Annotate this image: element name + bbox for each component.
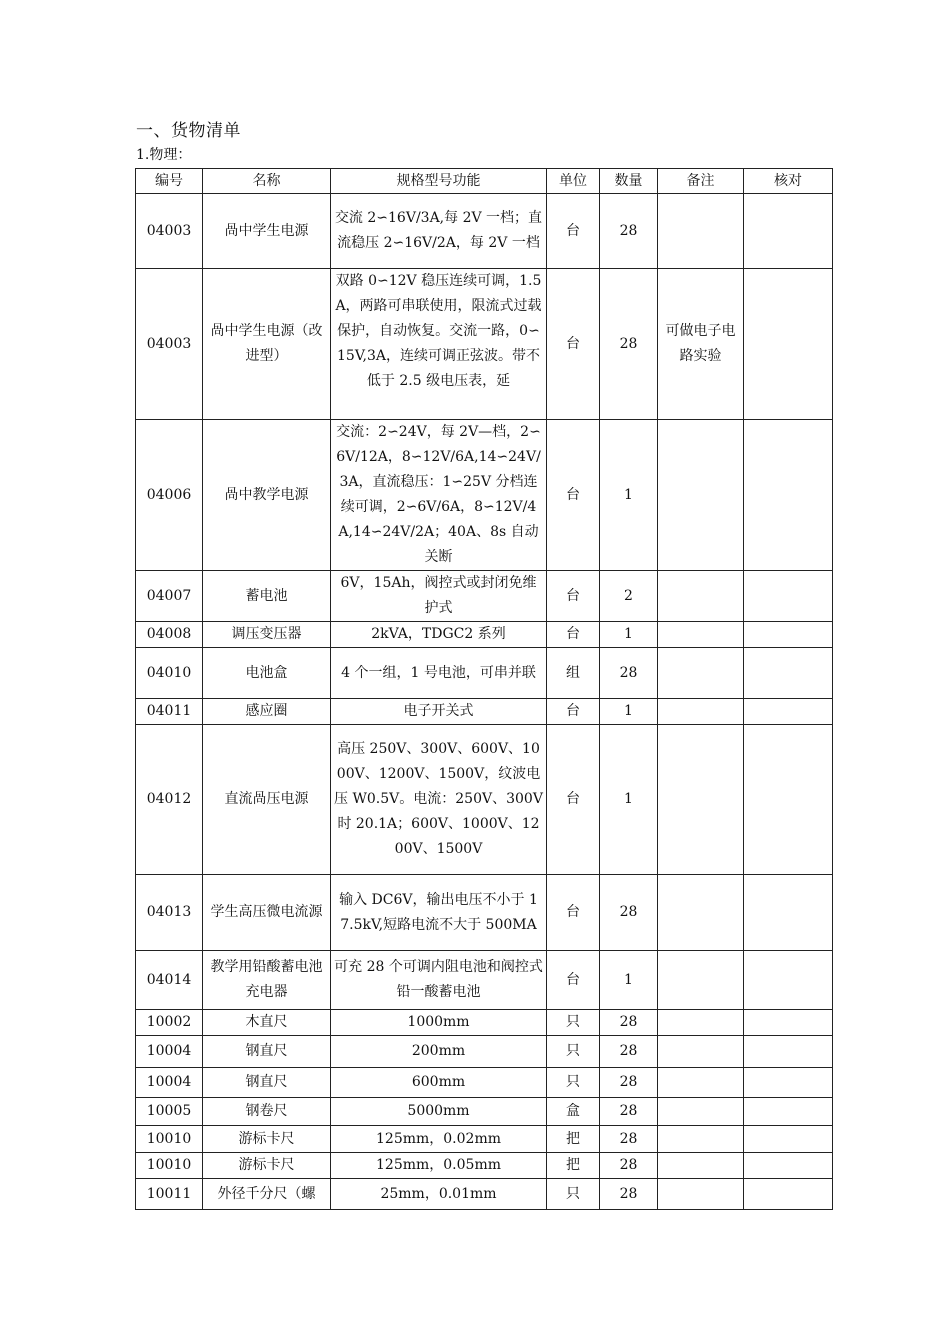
cell-check — [744, 194, 833, 269]
table-row — [136, 269, 833, 420]
cell-check — [744, 648, 833, 699]
cell-check — [744, 1068, 833, 1098]
cell-note — [658, 194, 744, 269]
cell-code: 10004 — [136, 1036, 203, 1068]
cell-note — [658, 699, 744, 725]
cell-code: 04006 — [136, 420, 203, 571]
table-row — [136, 699, 833, 725]
cell-code: 10010 — [136, 1153, 203, 1179]
cell-code: 04010 — [136, 648, 203, 699]
cell-qty: 28 — [600, 875, 658, 951]
cell-check — [744, 1098, 833, 1126]
cell-unit: 盒 — [547, 1098, 600, 1126]
cell-note — [658, 1126, 744, 1153]
cell-code: 10002 — [136, 1010, 203, 1036]
cell-check — [744, 269, 833, 420]
cell-note — [658, 571, 744, 622]
cell-qty: 28 — [600, 1068, 658, 1098]
cell-code: 10010 — [136, 1126, 203, 1153]
cell-qty: 1 — [600, 699, 658, 725]
cell-note — [658, 1179, 744, 1210]
cell-qty: 1 — [600, 725, 658, 875]
table-row — [136, 1126, 833, 1153]
cell-qty: 2 — [600, 571, 658, 622]
table-row — [136, 1036, 833, 1068]
cell-name: 直流咼压电源 — [203, 725, 331, 875]
table-row — [136, 622, 833, 648]
cell-unit: 台 — [547, 725, 600, 875]
cell-note — [658, 875, 744, 951]
cell-spec: 高压 250V、300V、600V、1000V、1200V、1500V，纹波电压 W0.5V。电流：250V、300V 时 20.1A；600V、1000V、1200V、1500V — [331, 725, 547, 875]
table-header-row — [136, 169, 833, 194]
cell-unit: 只 — [547, 1179, 600, 1210]
table-row — [136, 951, 833, 1010]
cell-note — [658, 1098, 744, 1126]
cell-name: 教学用铅酸蓄电池充电器 — [203, 951, 331, 1010]
cell-unit: 台 — [547, 420, 600, 571]
cell-check — [744, 571, 833, 622]
cell-check — [744, 420, 833, 571]
cell-note — [658, 1036, 744, 1068]
cell-unit: 台 — [547, 951, 600, 1010]
cell-name: 外径千分尺（螺 — [203, 1179, 331, 1210]
cell-note — [658, 622, 744, 648]
cell-unit: 台 — [547, 622, 600, 648]
header-note: 备注 — [658, 169, 744, 194]
cell-check — [744, 1036, 833, 1068]
cell-spec: 4 个一组，1 号电池，可串并联 — [331, 648, 547, 699]
cell-spec: 25mm，0.01mm — [331, 1179, 547, 1210]
cell-code: 04003 — [136, 269, 203, 420]
cell-check — [744, 1010, 833, 1036]
cell-qty: 28 — [600, 1126, 658, 1153]
cell-spec: 600mm — [331, 1068, 547, 1098]
cell-note — [658, 725, 744, 875]
cell-check — [744, 622, 833, 648]
cell-note — [658, 648, 744, 699]
cell-code: 10011 — [136, 1179, 203, 1210]
cell-unit: 台 — [547, 875, 600, 951]
cell-spec-text: 双路 0∽12V 稳压连续可调，1.5A，两路可串联使用，限流式过载保护，自动恢复。交流一路，0∽15V,3A，连续可调正弦波。带不低于 2.5 级电压表，延 — [335, 273, 542, 389]
cell-code: 04013 — [136, 875, 203, 951]
cell-code: 10005 — [136, 1098, 203, 1126]
cell-spec: 200mm — [331, 1036, 547, 1068]
cell-note — [658, 420, 744, 571]
cell-unit: 台 — [547, 269, 600, 420]
cell-qty: 28 — [600, 1179, 658, 1210]
cell-qty: 28 — [600, 1098, 658, 1126]
cell-note — [658, 1010, 744, 1036]
cell-spec: 输入 DC6V，输出电压不小于 17.5kV,短路电流不大于 500MA — [331, 875, 547, 951]
cell-qty: 1 — [600, 951, 658, 1010]
cell-qty: 28 — [600, 1036, 658, 1068]
cell-name: 蓄电池 — [203, 571, 331, 622]
cell-check — [744, 699, 833, 725]
cell-name: 游标卡尺 — [203, 1126, 331, 1153]
cell-check — [744, 725, 833, 875]
cell-unit: 组 — [547, 648, 600, 699]
cell-qty: 28 — [600, 194, 658, 269]
cell-spec: 6V，15Ah，阀控式或封闭免维护式 — [331, 571, 547, 622]
cell-code: 04008 — [136, 622, 203, 648]
cell-spec: 5000mm — [331, 1098, 547, 1126]
cell-name: 电池盒 — [203, 648, 331, 699]
cell-name: 游标卡尺 — [203, 1153, 331, 1179]
cell-spec: 交流：2∽24V，每 2V—档，2∽6V/12A，8∽12V/6A,14∽24V/3A，直流稳压：1∽25V 分档连续可调，2∽6V/6A，8∽12V/4A,14∽24V/2A；40A、8s 自动关断 — [331, 420, 547, 571]
cell-qty: 1 — [600, 420, 658, 571]
cell-name: 木直尺 — [203, 1010, 331, 1036]
table-row — [136, 1179, 833, 1210]
table-row — [136, 1010, 833, 1036]
cell-spec — [331, 269, 547, 420]
table-row — [136, 1153, 833, 1179]
cell-name: 钢直尺 — [203, 1036, 331, 1068]
cell-spec: 2kVA，TDGC2 系列 — [331, 622, 547, 648]
cell-note: 可做电子电路实验 — [658, 269, 744, 420]
cell-check — [744, 1179, 833, 1210]
cell-qty: 28 — [600, 1153, 658, 1179]
cell-name: 咼中学生电源 — [203, 194, 331, 269]
cell-check — [744, 875, 833, 951]
cell-spec: 可充 28 个可调内阻电池和阀控式铅一酸蓄电池 — [331, 951, 547, 1010]
cell-code: 04007 — [136, 571, 203, 622]
cell-name: 钢卷尺 — [203, 1098, 331, 1126]
cell-unit: 只 — [547, 1010, 600, 1036]
cell-spec: 交流 2∽16V/3A,每 2V 一档；直流稳压 2∽16V/2A，每 2V 一档 — [331, 194, 547, 269]
cell-code: 04012 — [136, 725, 203, 875]
table-row — [136, 875, 833, 951]
cell-note — [658, 1153, 744, 1179]
cell-name: 调压变压器 — [203, 622, 331, 648]
cell-check — [744, 1153, 833, 1179]
cell-code: 04014 — [136, 951, 203, 1010]
cell-qty: 1 — [600, 622, 658, 648]
cell-code: 04011 — [136, 699, 203, 725]
cell-check — [744, 1126, 833, 1153]
cell-qty: 28 — [600, 648, 658, 699]
cell-spec: 125mm，0.02mm — [331, 1126, 547, 1153]
cell-spec: 125mm，0.05mm — [331, 1153, 547, 1179]
cell-unit: 只 — [547, 1036, 600, 1068]
cell-check — [744, 951, 833, 1010]
table-row — [136, 420, 833, 571]
table-row — [136, 1068, 833, 1098]
cell-unit: 只 — [547, 1068, 600, 1098]
document-title: 一、货物清单 — [136, 121, 241, 141]
cell-unit: 把 — [547, 1126, 600, 1153]
table-row — [136, 1098, 833, 1126]
header-spec: 规格型号功能 — [331, 169, 547, 194]
table-row — [136, 648, 833, 699]
cell-name: 咼中学生电源（改进型） — [203, 269, 331, 420]
table-row — [136, 571, 833, 622]
cell-qty: 28 — [600, 269, 658, 420]
header-qty: 数量 — [600, 169, 658, 194]
cell-spec: 电子开关式 — [331, 699, 547, 725]
cell-name: 咼中教学电源 — [203, 420, 331, 571]
section-title: 1.物理： — [136, 147, 192, 163]
table-row — [136, 725, 833, 875]
cell-qty: 28 — [600, 1010, 658, 1036]
header-check: 核对 — [744, 169, 833, 194]
cell-code: 10004 — [136, 1068, 203, 1098]
header-unit: 单位 — [547, 169, 600, 194]
cell-note — [658, 951, 744, 1010]
goods-list-table — [135, 168, 833, 1210]
table-row — [136, 194, 833, 269]
cell-unit: 台 — [547, 571, 600, 622]
cell-unit: 台 — [547, 699, 600, 725]
cell-spec: 1000mm — [331, 1010, 547, 1036]
cell-unit: 把 — [547, 1153, 600, 1179]
header-name: 名称 — [203, 169, 331, 194]
cell-name: 学生高压微电流源 — [203, 875, 331, 951]
cell-note — [658, 1068, 744, 1098]
header-code: 编号 — [136, 169, 203, 194]
cell-name: 钢直尺 — [203, 1068, 331, 1098]
cell-unit: 台 — [547, 194, 600, 269]
cell-code: 04003 — [136, 194, 203, 269]
cell-name: 感应圈 — [203, 699, 331, 725]
